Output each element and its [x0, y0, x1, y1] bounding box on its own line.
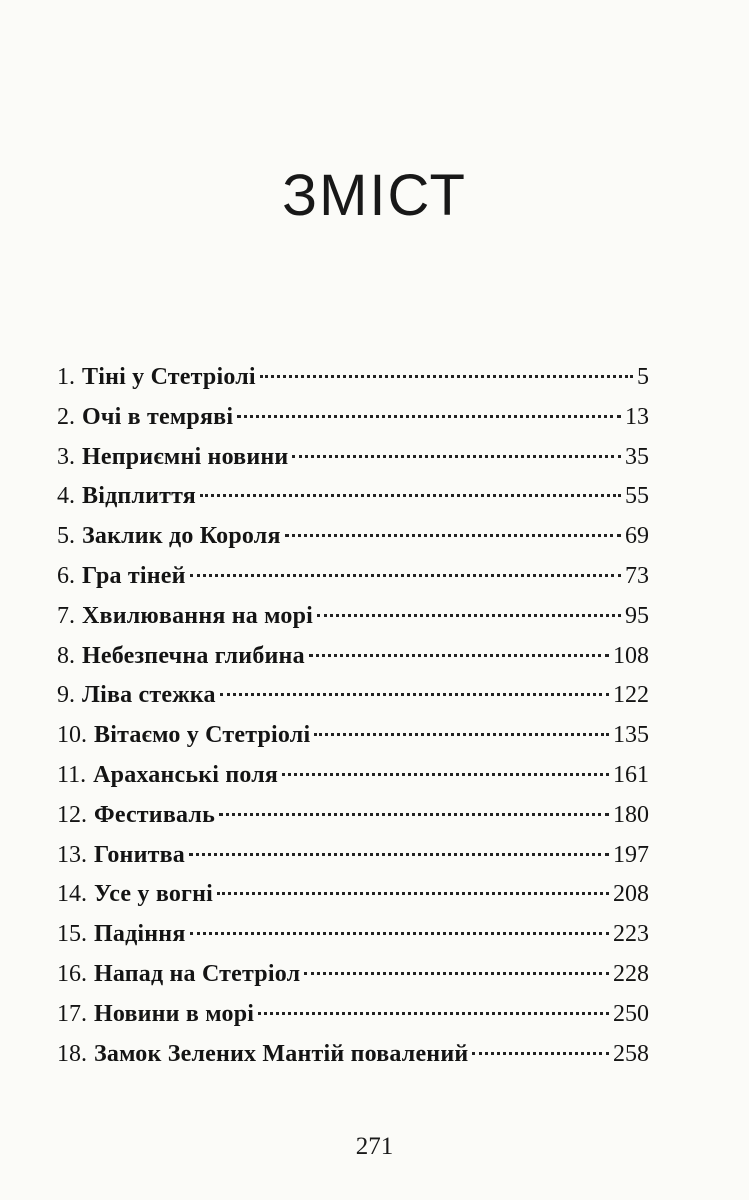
toc-entry-number: 12. — [57, 801, 87, 828]
toc-entry — [57, 557, 649, 597]
toc-entry-page: 180 — [613, 801, 649, 828]
toc-entry-page: 250 — [613, 1000, 649, 1027]
toc-entry-number: 15. — [57, 921, 87, 948]
toc-entry-page: 122 — [613, 682, 649, 709]
toc-entry-title: Араханські поля — [93, 761, 279, 788]
toc-entry — [57, 716, 649, 756]
toc-dot-leader — [219, 813, 609, 816]
toc-entry — [57, 836, 649, 876]
toc-entry-number: 11. — [57, 761, 87, 788]
toc-entry-page: 73 — [625, 562, 649, 589]
toc-entry — [57, 676, 649, 716]
toc-entry-page: 35 — [625, 443, 649, 470]
toc-dot-leader — [190, 574, 621, 577]
toc-entry-number: 18. — [57, 1040, 87, 1067]
toc-entry-number: 4. — [57, 483, 75, 510]
toc-entry-title: Небезпечна глибина — [82, 642, 305, 669]
toc-entry-title: Вітаємо у Стетріолі — [94, 722, 311, 749]
toc-entry-title: Очі в темряві — [82, 403, 234, 430]
toc-entry-title: Гонитва — [94, 841, 185, 868]
toc-entry-title: Напад на Стетріол — [94, 960, 301, 987]
toc-entry-title: Гра тіней — [82, 562, 186, 589]
page-title: ЗМІСТ — [282, 163, 467, 228]
toc-dot-leader — [217, 892, 609, 895]
toc-entry-page: 197 — [613, 841, 649, 868]
toc-entry-number: 13. — [57, 841, 87, 868]
toc-entry-page: 55 — [625, 483, 649, 510]
toc-entry-title: Відплиття — [82, 483, 196, 510]
toc-entry-page: 108 — [613, 642, 649, 669]
toc-entry — [57, 517, 649, 557]
page-number: 271 — [355, 1133, 394, 1160]
toc-entry — [57, 955, 649, 995]
toc-entry-title: Тіні у Стетріолі — [82, 364, 256, 390]
toc-entry-page: 13 — [625, 403, 649, 430]
toc-entry — [57, 477, 649, 517]
toc-dot-leader — [304, 972, 609, 975]
toc-dot-leader — [189, 853, 609, 856]
toc-dot-leader — [260, 375, 633, 378]
toc-entry — [57, 398, 649, 438]
toc-dot-leader — [237, 415, 621, 418]
toc-entry-number: 2. — [57, 403, 75, 430]
toc-dot-leader — [309, 654, 609, 657]
toc-entry — [57, 875, 649, 915]
toc-entry — [57, 995, 649, 1035]
toc-entry — [57, 597, 649, 637]
toc-entry-number: 6. — [57, 562, 75, 589]
table-of-contents — [57, 358, 649, 1074]
toc-entry-number: 7. — [57, 602, 75, 629]
toc-entry-page: 69 — [625, 523, 649, 550]
toc-entry-page: 258 — [613, 1040, 649, 1067]
toc-entry-title: Ліва стежка — [82, 682, 216, 709]
toc-entry-title: Новини в морі — [94, 1000, 255, 1027]
toc-entry-number: 17. — [57, 1000, 87, 1027]
toc-entry-page: 228 — [613, 960, 649, 987]
toc-dot-leader — [285, 534, 621, 537]
toc-entry — [57, 756, 649, 796]
toc-dot-leader — [220, 693, 609, 696]
toc-entry-title: Хвилювання на морі — [82, 602, 314, 629]
toc-dot-leader — [258, 1012, 609, 1015]
toc-entry — [57, 915, 649, 955]
toc-entry-number: 14. — [57, 881, 87, 908]
toc-entry-number: 5. — [57, 523, 75, 550]
toc-entry-number: 1. — [57, 364, 75, 390]
toc-entry-number: 9. — [57, 682, 75, 709]
toc-entry — [57, 358, 649, 398]
toc-entry-page: 5 — [637, 364, 649, 390]
toc-entry-number: 3. — [57, 443, 75, 470]
toc-entry-title: Заклик до Короля — [82, 523, 281, 550]
toc-entry-title: Усе у вогні — [94, 881, 214, 908]
toc-entry-number: 8. — [57, 642, 75, 669]
toc-entry-page: 161 — [613, 761, 649, 788]
toc-entry-page: 223 — [613, 921, 649, 948]
toc-entry-title: Неприємні новини — [82, 443, 289, 470]
toc-dot-leader — [190, 932, 609, 935]
toc-entry-number: 10. — [57, 722, 87, 749]
toc-entry-title: Замок Зелених Мантій повалений — [94, 1040, 469, 1067]
toc-dot-leader — [292, 455, 621, 458]
toc-entry — [57, 637, 649, 677]
toc-entry — [57, 796, 649, 836]
toc-entry-number: 16. — [57, 960, 87, 987]
toc-dot-leader — [317, 614, 621, 617]
toc-entry-page: 135 — [613, 722, 649, 749]
toc-entry — [57, 438, 649, 478]
toc-entry — [57, 1035, 649, 1075]
toc-entry-page: 95 — [625, 602, 649, 629]
toc-entry-title: Фестиваль — [94, 801, 215, 828]
toc-dot-leader — [314, 733, 609, 736]
toc-entry-title: Падіння — [94, 921, 186, 948]
toc-entry-page: 208 — [613, 881, 649, 908]
toc-dot-leader — [472, 1052, 609, 1055]
toc-dot-leader — [282, 773, 609, 776]
toc-dot-leader — [200, 494, 621, 497]
